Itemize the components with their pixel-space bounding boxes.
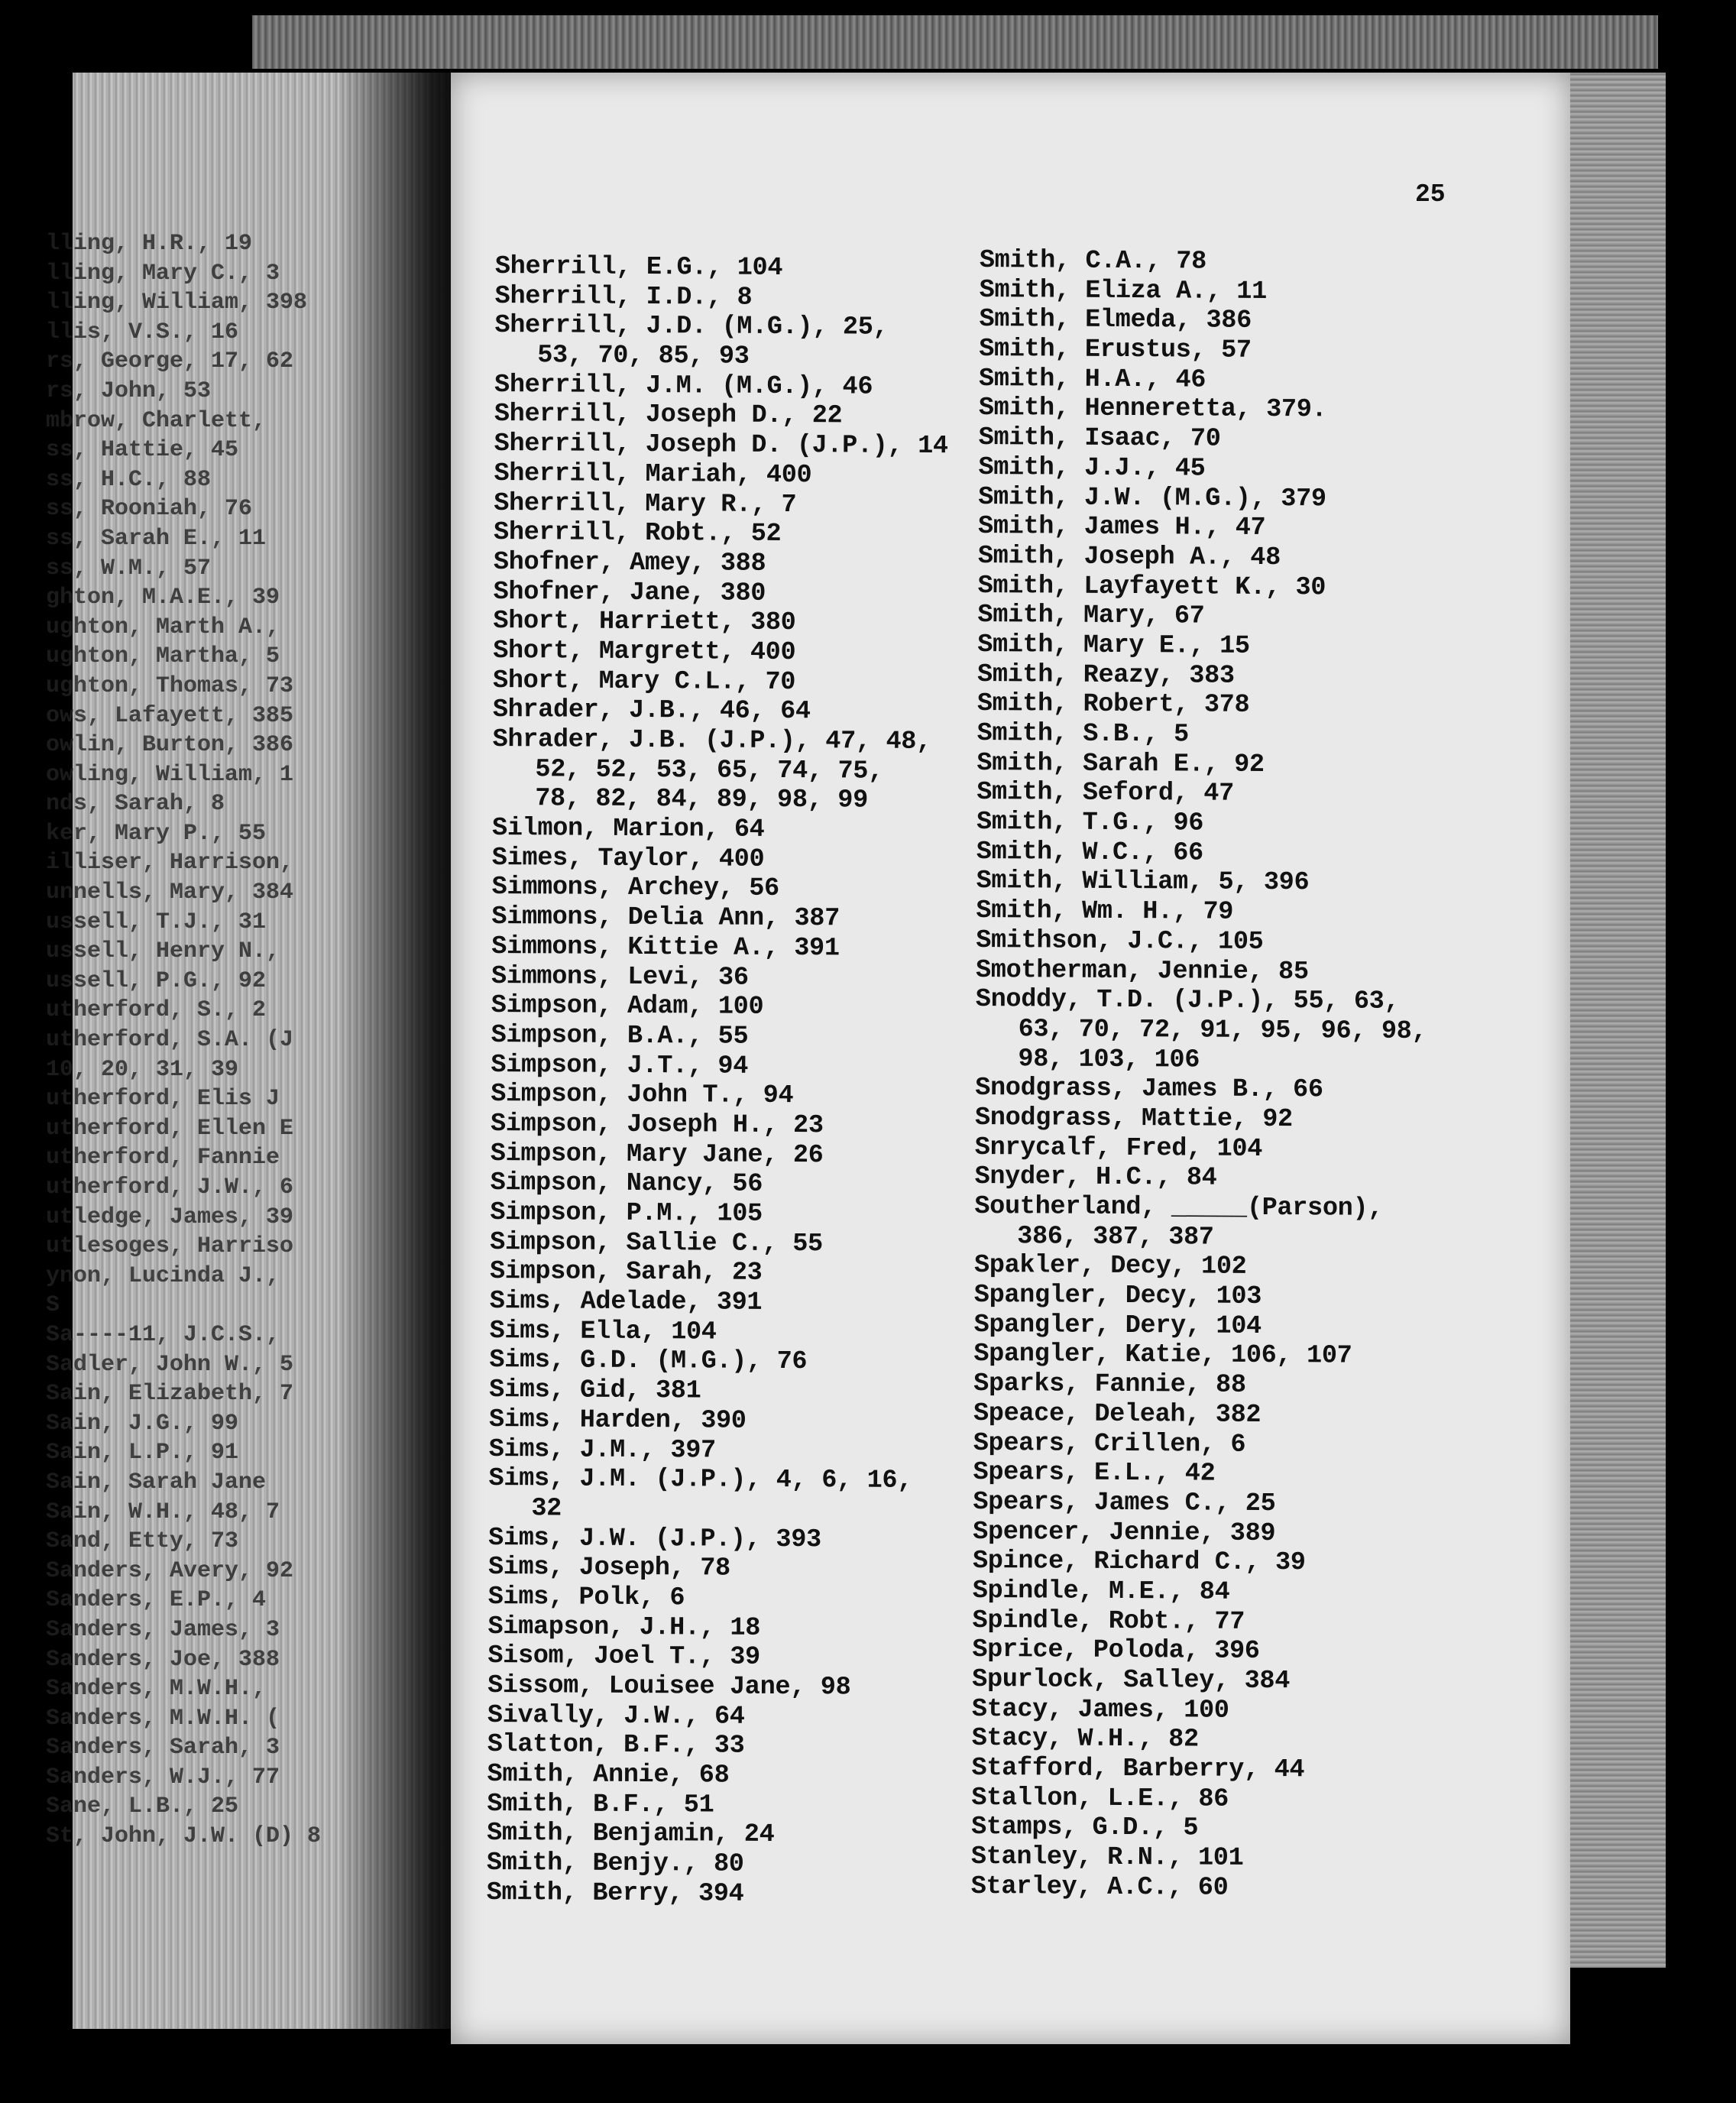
left-page-line: illiser, Harrison,: [46, 850, 294, 877]
left-page-line: lling, Mary C., 3: [46, 260, 280, 287]
left-page-line: ss, H.C., 88: [46, 466, 212, 493]
index-entry: Smith, James H., 47: [977, 512, 1266, 543]
left-page-line: S: [46, 1292, 60, 1319]
index-entry: Shofner, Amey, 388: [493, 547, 766, 578]
left-page-line: Sadler, John W., 5: [46, 1351, 294, 1378]
index-entry: Snodgrass, James B., 66: [975, 1074, 1323, 1105]
left-page-line: rs, John, 53: [46, 378, 212, 404]
index-entry: Smith, Elmeda, 386: [979, 305, 1252, 336]
left-page-line: Sane, L.B., 25: [46, 1794, 239, 1820]
left-page-line: Sanders, W.J., 77: [46, 1764, 280, 1790]
index-entry: Smith, Isaac, 70: [978, 423, 1221, 454]
left-page-line: Sain, W.H., 48, 7: [46, 1499, 280, 1525]
left-page-line: Sain, J.G., 99: [46, 1410, 239, 1437]
index-entry: Smith, Seford, 47: [976, 778, 1235, 809]
left-page-line: Sain, L.P., 91: [46, 1440, 239, 1466]
left-page-line: ussell, T.J., 31: [46, 909, 267, 935]
index-entry: Snodgrass, Mattie, 92: [974, 1103, 1293, 1135]
index-entry: Spears, E.L., 42: [973, 1458, 1216, 1489]
index-entry: Spindle, Robt., 77: [972, 1606, 1245, 1637]
index-entry: Smith, S.B., 5: [976, 718, 1190, 750]
index-entry: Smith, W.C., 66: [976, 837, 1204, 868]
index-entry: Smithson, J.C., 105: [976, 925, 1264, 957]
index-entry: Smith, Berry, 394: [486, 1878, 744, 1909]
left-page-line: ughton, Martha, 5: [46, 643, 280, 670]
index-entry: Sims, J.W. (J.P.), 393: [488, 1523, 821, 1554]
index-entry: Sisom, Joel T., 39: [487, 1641, 760, 1673]
left-page-line: St, John, J.W. (D) 8: [46, 1823, 322, 1850]
index-entry: Spindle, M.E., 84: [972, 1576, 1230, 1607]
index-entry: Simmons, Levi, 36: [491, 961, 749, 993]
index-entry: 98, 103, 106: [1018, 1044, 1200, 1075]
left-page-line: utherford, J.W., 6: [46, 1175, 294, 1201]
left-page-line: Sa----11, J.C.S.,: [46, 1321, 280, 1348]
index-entry: 32: [531, 1494, 562, 1524]
index-entry: Sims, J.M., 397: [488, 1434, 716, 1466]
left-page-line: Sanders, M.W.H.,: [46, 1676, 267, 1703]
index-entry: Simmons, Kittie A., 391: [491, 932, 840, 964]
index-entry: Sherrill, Robt., 52: [493, 518, 782, 549]
left-page-line: utledge, James, 39: [46, 1204, 294, 1230]
index-entry: Smith, Layfayett K., 30: [977, 571, 1326, 602]
index-entry: Stafford, Barberry, 44: [971, 1754, 1305, 1785]
left-page-line: ghton, M.A.E., 39: [46, 585, 280, 611]
index-entry: Smith, Wm. H., 79: [976, 896, 1234, 927]
index-entry: Simpson, Mary Jane, 26: [490, 1139, 824, 1170]
top-page-edge: [252, 15, 1658, 69]
index-entry: Sherrill, Joseph D. (J.P.), 14: [494, 429, 948, 462]
index-entry: 78, 82, 84, 89, 98, 99: [535, 784, 869, 815]
index-entry: 52, 52, 53, 65, 74, 75,: [535, 754, 884, 786]
index-entry: Sims, Adelade, 391: [489, 1287, 763, 1317]
index-entry: Smith, B.F., 51: [487, 1789, 714, 1820]
index-entry: Sims, Joseph, 78: [487, 1553, 730, 1583]
index-entry: Snoddy, T.D. (J.P.), 55, 63,: [975, 985, 1400, 1017]
index-entry: Starley, A.C., 60: [970, 1871, 1229, 1903]
index-entry: Slatton, B.F., 33: [487, 1730, 745, 1761]
index-entry: Simpson, Adam, 100: [491, 991, 764, 1022]
index-entry: Sherrill, Joseph D., 22: [494, 400, 843, 431]
left-page-line: ughton, Marth A.,: [46, 614, 280, 640]
index-entry: Silmon, Marion, 64: [491, 814, 765, 844]
index-entry: Sims, Polk, 6: [487, 1582, 685, 1613]
index-entry: Smith, Mary E., 15: [977, 630, 1250, 661]
left-page-line: Sanders, M.W.H. (: [46, 1705, 280, 1732]
index-entry: Smith, Benjy., 80: [486, 1849, 744, 1879]
index-entry: Simpson, Nancy, 56: [490, 1168, 763, 1200]
index-entry: Simpson, P.M., 105: [490, 1197, 763, 1229]
index-entry: Shofner, Jane, 380: [493, 577, 766, 608]
left-page-line: utherford, Elis J: [46, 1086, 280, 1113]
index-entry: Smith, William, 5, 396: [976, 867, 1310, 898]
index-entry: Simmons, Delia Ann, 387: [491, 902, 840, 934]
index-entry: Smith, C.A., 78: [979, 246, 1207, 277]
index-entry: Spencer, Jennie, 389: [973, 1517, 1276, 1548]
left-page-line: Sanders, Sarah, 3: [46, 1735, 280, 1761]
index-entry: Smith, Eliza A., 11: [979, 275, 1268, 306]
index-entry: Stanley, R.N., 101: [970, 1842, 1244, 1873]
index-entry: Stacy, James, 100: [971, 1694, 1229, 1725]
index-entry: Sims, J.M. (J.P.), 4, 6, 16,: [488, 1464, 913, 1496]
index-entry: 53, 70, 85, 93: [537, 341, 750, 371]
index-entry: Sherrill, Mariah, 400: [494, 459, 812, 490]
index-entry: Simmons, Archey, 56: [491, 873, 780, 904]
index-entry: Smith, Erustus, 57: [979, 335, 1252, 365]
left-page-line: ss, Sarah E., 11: [46, 525, 267, 552]
index-entry: Simpson, Sarah, 23: [489, 1257, 763, 1288]
left-page-line: ss, Hattie, 45: [46, 437, 239, 464]
left-page-line: lling, William, 398: [46, 290, 308, 316]
index-entry: Snrycalf, Fred, 104: [974, 1133, 1263, 1164]
index-entry: Smith, H.A., 46: [978, 364, 1206, 395]
left-page-line: lling, H.R., 19: [46, 231, 253, 257]
index-entry: Sparks, Fannie, 88: [973, 1369, 1246, 1400]
index-entry: Stamps, G.D., 5: [971, 1813, 1199, 1843]
index-entry: Snyder, H.C., 84: [974, 1162, 1217, 1193]
left-page-line: Sain, Elizabeth, 7: [46, 1381, 294, 1408]
right-page-edges: [1566, 73, 1666, 1968]
index-entry: Smith, Benjamin, 24: [487, 1819, 775, 1850]
left-page-line: Sanders, James, 3: [46, 1616, 280, 1643]
left-page-line: owling, William, 1: [46, 761, 294, 788]
index-entry: Smith, Reazy, 383: [976, 659, 1235, 691]
index-entry: Speace, Deleah, 382: [973, 1398, 1262, 1430]
index-entry: Spangler, Katie, 106, 107: [973, 1340, 1352, 1372]
index-entry: Spince, Richard C., 39: [972, 1547, 1306, 1578]
index-entry: Smith, J.W. (M.G.), 379: [978, 482, 1326, 514]
left-page-line: 10, 20, 31, 39: [46, 1056, 239, 1083]
left-page-text: [46, 229, 378, 1987]
index-entry: Sissom, Louisee Jane, 98: [487, 1670, 851, 1703]
index-entry: Sherrill, Mary R., 7: [494, 488, 797, 520]
index-entry: Stacy, W.H., 82: [971, 1724, 1199, 1755]
index-entry: Simpson, Sallie C., 55: [490, 1227, 823, 1259]
index-entry: Smith, Robert, 378: [976, 689, 1250, 721]
left-page-line: utlesoges, Harriso: [46, 1233, 294, 1260]
index-entry: Sims, Ella, 104: [489, 1316, 717, 1347]
index-entry: Smith, Henneretta, 379.: [978, 394, 1327, 425]
index-entry: Sims, Gid, 381: [489, 1376, 701, 1406]
index-entry: Short, Mary C.L., 70: [492, 666, 796, 697]
left-page-line: Sanders, Joe, 388: [46, 1646, 280, 1673]
left-page-line: unnells, Mary, 384: [46, 880, 294, 906]
index-entry: Smith, Sarah E., 92: [976, 748, 1265, 779]
left-page-line: Sain, Sarah Jane: [46, 1469, 267, 1495]
index-entry: Short, Harriett, 380: [493, 607, 796, 638]
index-entry: Spears, James C., 25: [973, 1487, 1276, 1518]
index-entry: Shrader, J.B., 46, 64: [492, 695, 811, 727]
left-page-line: utherford, Ellen E: [46, 1115, 294, 1142]
index-entry: Smith, J.J., 45: [978, 452, 1206, 484]
index-entry: 63, 70, 72, 91, 95, 96, 98,: [1018, 1015, 1427, 1046]
left-page-line: ss, Rooniah, 76: [46, 496, 253, 523]
index-entry: Smith, Mary, 67: [977, 601, 1205, 631]
index-entry: Simpson, Joseph H., 23: [490, 1109, 824, 1141]
left-page-line: Sand, Etty, 73: [46, 1528, 239, 1555]
index-entry: Short, Margrett, 400: [493, 636, 796, 668]
left-page-line: owlin, Burton, 386: [46, 732, 294, 759]
index-entry: Sherrill, J.D. (M.G.), 25,: [494, 311, 889, 343]
index-entry: Stallon, L.E., 86: [971, 1783, 1229, 1814]
left-page-line: Sanders, Avery, 92: [46, 1557, 294, 1584]
index-entry: Spurlock, Salley, 384: [972, 1664, 1291, 1696]
index-column-right: [971, 246, 1484, 1904]
index-entry: Sherrill, J.M. (M.G.), 46: [494, 370, 873, 402]
left-page-line: nds, Sarah, 8: [46, 791, 225, 818]
index-entry: Spakler, Decy, 102: [973, 1251, 1247, 1282]
index-entry: Simapson, J.H., 18: [487, 1612, 761, 1643]
index-entry: Spears, Crillen, 6: [973, 1428, 1246, 1460]
left-page-line: ussell, Henry N.,: [46, 938, 280, 965]
left-page-line: utherford, S.A. (J: [46, 1027, 294, 1054]
index-entry: Simpson, John T., 94: [491, 1080, 794, 1111]
left-page-line: ughton, Thomas, 73: [46, 672, 294, 699]
index-entry: 386, 387, 387: [1017, 1221, 1214, 1252]
index-entry: Smotherman, Jennie, 85: [975, 955, 1309, 987]
index-entry: Southerland, _____(Parson),: [974, 1191, 1384, 1223]
index-entry: Sherrill, E.G., 104: [494, 252, 783, 283]
index-entry: Sims, G.D. (M.G.), 76: [489, 1346, 808, 1377]
index-entry: Spangler, Dery, 104: [973, 1310, 1262, 1341]
index-entry: Smith, T.G., 96: [976, 808, 1204, 838]
left-page-line: rs, George, 17, 62: [46, 348, 294, 375]
index-entry: Simes, Taylor, 400: [491, 843, 765, 874]
index-entry: Sivally, J.W., 64: [487, 1700, 745, 1732]
left-page-line: ussell, P.G., 92: [46, 967, 267, 994]
left-page-line: ows, Lafayett, 385: [46, 702, 294, 729]
left-page-line: Sanders, E.P., 4: [46, 1587, 267, 1614]
index-entry: Shrader, J.B. (J.P.), 47, 48,: [492, 724, 932, 757]
index-column-left: [487, 252, 984, 1910]
left-page-line: utherford, S., 2: [46, 997, 267, 1024]
index-entry: Simpson, J.T., 94: [491, 1050, 749, 1081]
page-number: 25: [1415, 180, 1446, 209]
index-entry: Smith, Annie, 68: [487, 1760, 730, 1790]
index-entry: Sherrill, I.D., 8: [494, 281, 753, 313]
index-entry: Simpson, B.A., 55: [491, 1020, 749, 1052]
left-page-line: utherford, Fannie: [46, 1145, 280, 1171]
left-page-line: ker, Mary P., 55: [46, 820, 267, 847]
index-entry: Sprice, Poloda, 396: [972, 1635, 1260, 1667]
left-page-line: mbrow, Charlett,: [46, 407, 267, 434]
left-page-line: llis, V.S., 16: [46, 319, 239, 345]
index-entry: Smith, Joseph A., 48: [977, 541, 1281, 572]
index-entry: Spangler, Decy, 103: [973, 1281, 1262, 1312]
left-page-line: ynon, Lucinda J.,: [46, 1262, 280, 1289]
index-entry: Sims, Harden, 390: [488, 1405, 747, 1436]
left-page-line: ss, W.M., 57: [46, 555, 212, 582]
